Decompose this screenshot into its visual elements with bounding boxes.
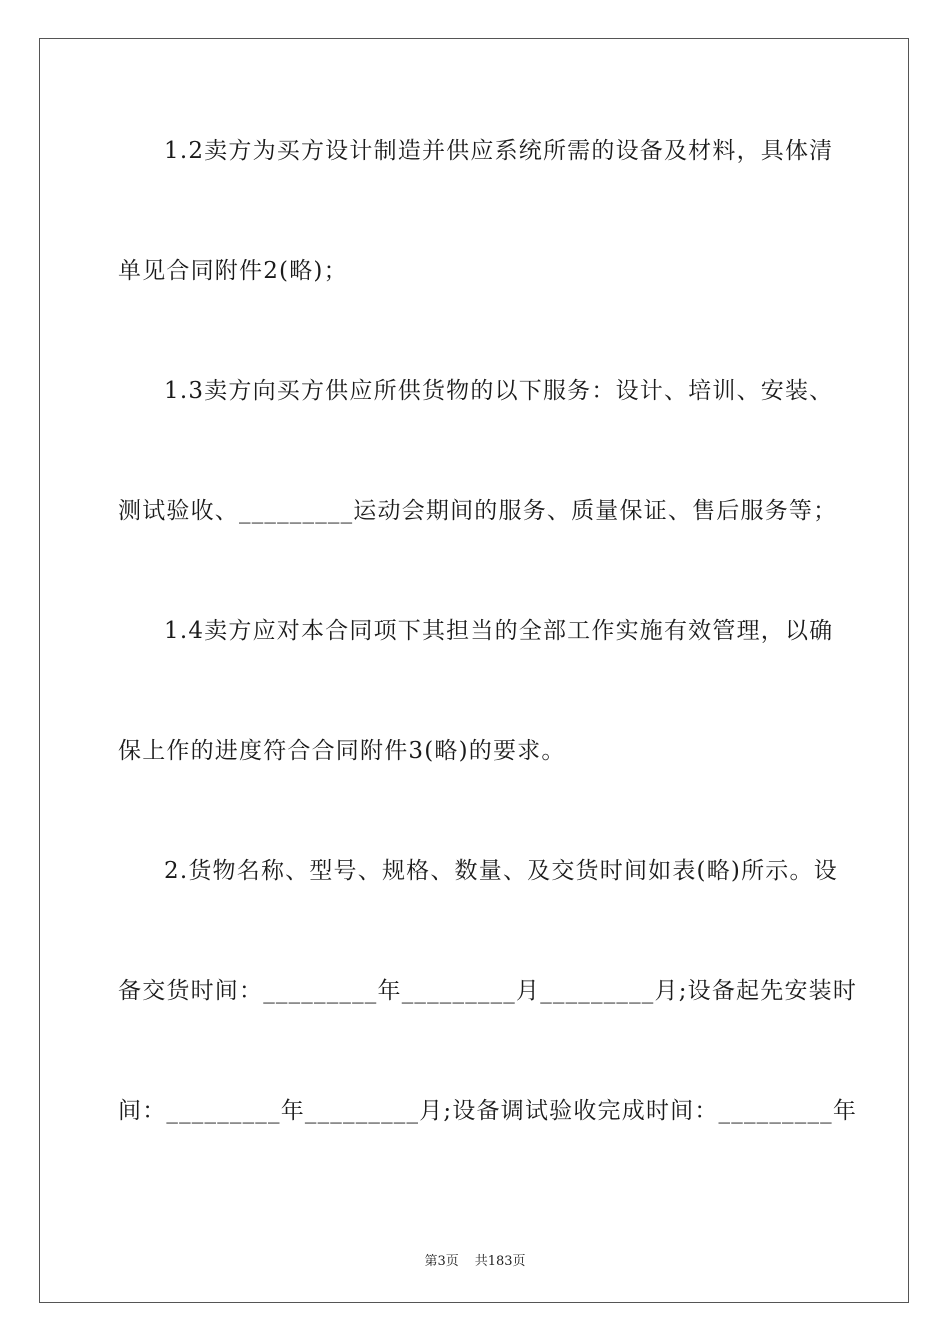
paragraph-line-1-3: 1.3卖方向买方供应所供货物的以下服务：设计、培训、安装、 [164,378,834,404]
paragraph-line-1-2: 1.2卖方为买方设计制造并供应系统所需的设备及材料，具体清 [164,138,834,164]
paragraph-line-2-cont-2: 间：_________年_________月;设备调试验收完成时间：_________年 [118,1098,858,1124]
page-footer [0,1250,950,1269]
paragraph-line-1-4-cont: 保上作的进度符合合同附件3(略)的要求。 [118,738,566,764]
paragraph-line-1-3-cont: 测试验收、_________运动会期间的服务、质量保证、售后服务等； [118,498,838,524]
paragraph-line-2-cont-1: 备交货时间：_________年_________月_________月;设备起先安装时 [118,978,858,1004]
page-total: 共183页 [474,1254,526,1269]
paragraph-line-1-2-cont: 单见合同附件2(略)； [118,258,348,284]
paragraph-line-1-4: 1.4卖方应对本合同项下其担当的全部工作实施有效管理，以确 [164,618,834,644]
page-number: 第3页 [424,1254,459,1269]
paragraph-line-2: 2.货物名称、型号、规格、数量、及交货时间如表(略)所示。设 [164,858,838,884]
